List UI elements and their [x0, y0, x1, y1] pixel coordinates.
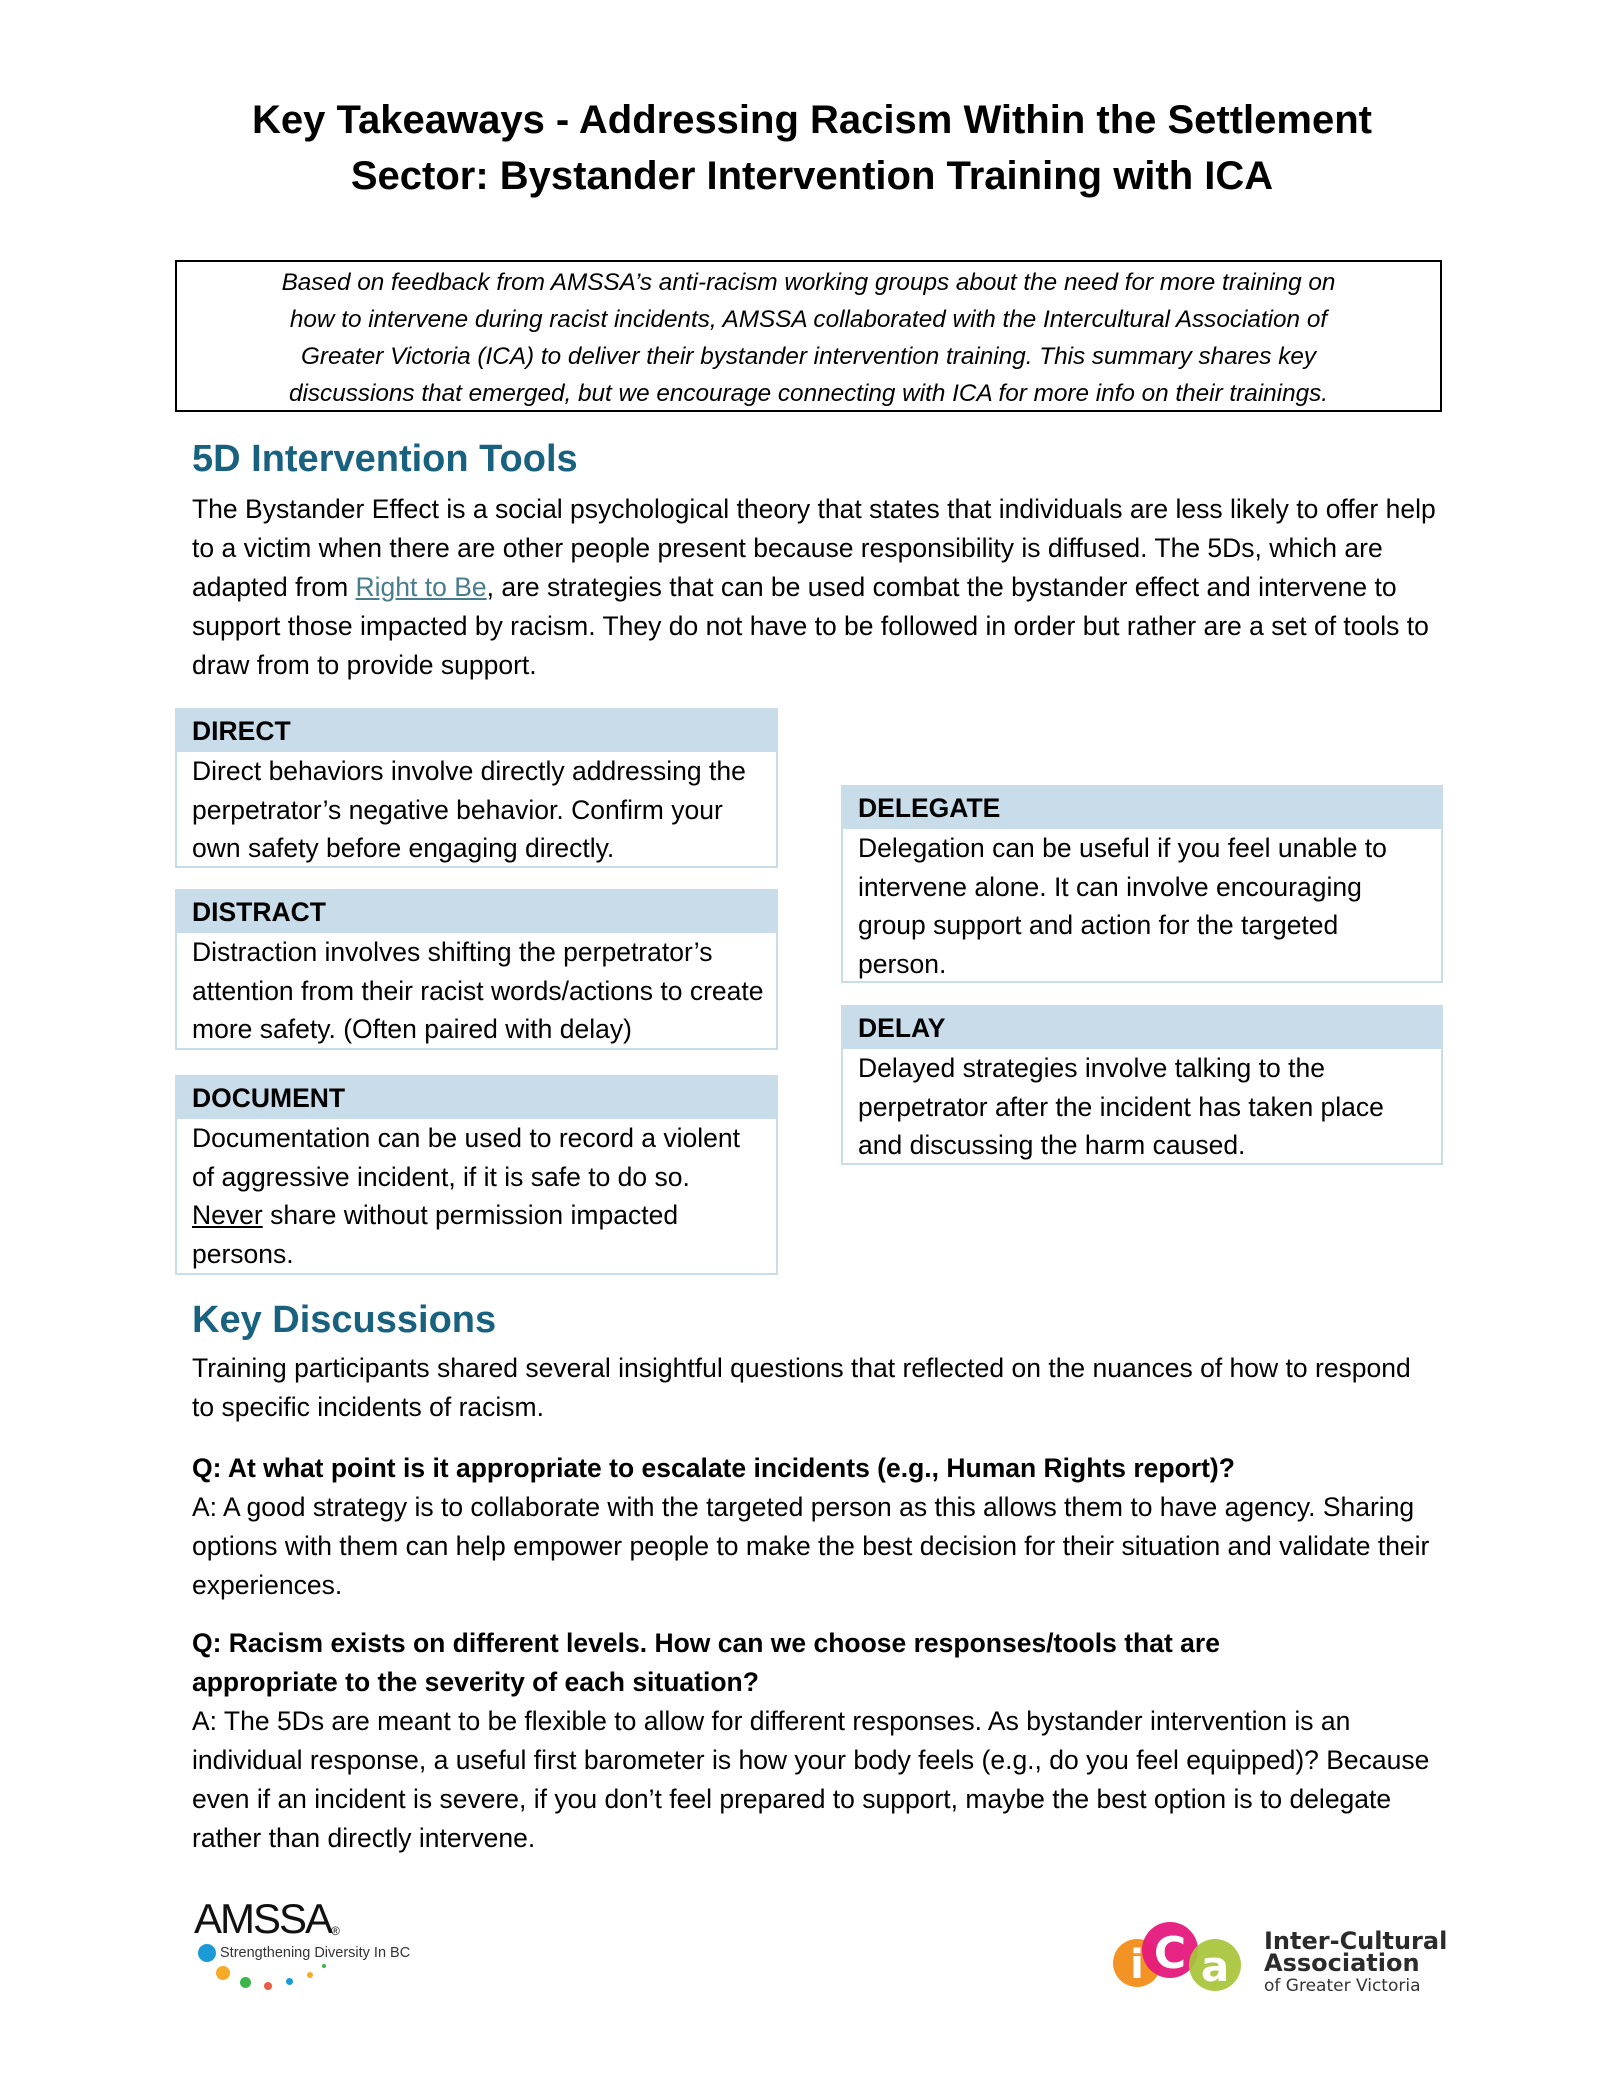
card-body: Direct behaviors involve directly addressing the perpetrator’s negative behavior. Confirm your own safety before engaging directly.: [192, 756, 746, 863]
ica-name-line-1: Inter-Cultural: [1264, 1927, 1448, 1955]
card-direct: [175, 708, 778, 868]
card-body: Distraction involves shifting the perpetrator’s attention from their racist words/actions to create more safety. (Often paired with delay): [192, 937, 764, 1044]
answer: A: The 5Ds are meant to be flexible to allow for different responses. As bystander intervention is an individual response, a useful first barometer is how your body feels (e.g., do you feel equipped)? Because even if an incident is severe, if you don’t feel prepared to support, maybe the best option is to delegate rather than directly intervene.: [192, 1706, 1430, 1853]
card-body: Delayed strategies involve talking to the perpetrator after the incident has taken place and discussing the harm caused.: [858, 1053, 1384, 1160]
card-delay: [841, 1005, 1443, 1165]
discussions-intro: Training participants shared several insightful questions that reflected on the nuances of how to respond to specific incidents of racism.: [192, 1353, 1411, 1422]
amssa-dot-blue-icon: [198, 1944, 216, 1962]
paragraph-text: The Bystander Effect is a social psychological theory that states that individuals are less likely to offer help to a victim when there are other people present because responsibility is diffused. The 5Ds, which are adapted from: [192, 494, 1436, 602]
page-title-line-1: Key Takeaways - Addressing Racism Within the Settlement: [252, 98, 1372, 142]
amssa-dot-red-icon: [264, 1982, 272, 1990]
intro-line: Based on feedback from AMSSA’s anti-racism working groups about the need for more training on: [281, 269, 1336, 296]
section-heading-5d-tools: 5D Intervention Tools: [192, 438, 578, 480]
ica-letter-i: i: [1130, 1942, 1144, 1988]
amssa-dot-small-green-icon: [322, 1964, 326, 1968]
intro-summary-box: [175, 260, 1442, 412]
bystander-effect-paragraph: [192, 490, 1437, 685]
amssa-tagline: Strengthening Diversity In BC: [220, 1945, 411, 1961]
card-title: DIRECT: [177, 710, 776, 752]
qa-item-1: [192, 1449, 1442, 1605]
registered-mark: ®: [331, 1924, 340, 1938]
amssa-dot-small-orange-icon: [307, 1972, 313, 1978]
emphasis-never: Never: [192, 1200, 263, 1230]
amssa-logo: [186, 1895, 411, 1995]
ica-letter-a: a: [1200, 1942, 1230, 1991]
qa-item-2: [192, 1624, 1442, 1858]
question: Q: Racism exists on different levels. How can we choose responses/tools that are appropriate to the severity of each situation?: [192, 1628, 1220, 1697]
intro-line: Greater Victoria (ICA) to deliver their bystander intervention training. This summary shares key: [300, 343, 1317, 370]
amssa-dot-orange-icon: [216, 1966, 230, 1980]
answer: A: A good strategy is to collaborate with the targeted person as this allows them to have agency. Sharing options with them can help empower people to make the best decision for their situation and validate their experiences.: [192, 1492, 1430, 1600]
ica-circles-icon: [1112, 1920, 1252, 1995]
card-document: [175, 1075, 778, 1275]
amssa-name: AMSSA: [194, 1895, 332, 1942]
card-body: Delegation can be useful if you feel unable to intervene alone. It can involve encouraging group support and action for the targeted person.: [858, 833, 1387, 979]
amssa-dot-small-blue-icon: [286, 1978, 293, 1985]
question: Q: At what point is it appropriate to escalate incidents (e.g., Human Rights report)?: [192, 1453, 1235, 1483]
section-heading-key-discussions: Key Discussions: [192, 1299, 497, 1341]
ica-letter-c: C: [1153, 1928, 1187, 1979]
paragraph-text: , are strategies that can be used combat the bystander effect and intervene to support those impacted by racism. They do not have to be followed in order but rather are a set of tools to draw from to provide support.: [192, 572, 1429, 680]
page-title: [160, 92, 1464, 204]
page-title-line-2: Sector: Bystander Intervention Training with ICA: [350, 154, 1274, 198]
card-delegate: [841, 785, 1443, 983]
card-body-text: Documentation can be used to record a violent of aggressive incident, if it is safe to do so.: [192, 1123, 740, 1192]
ica-logo: [1112, 1920, 1448, 2000]
amssa-dot-green-icon: [240, 1977, 251, 1988]
card-distract: [175, 889, 778, 1050]
card-title: DOCUMENT: [177, 1077, 776, 1119]
card-title: DISTRACT: [177, 891, 776, 933]
ica-name-line-3: of Greater Victoria: [1264, 1976, 1421, 1996]
card-body: [177, 1119, 776, 1275]
card-title: DELEGATE: [843, 787, 1441, 829]
intro-line: how to intervene during racist incidents, AMSSA collaborated with the Intercultural Association of: [289, 306, 1328, 333]
right-to-be-link[interactable]: Right to Be: [355, 572, 487, 602]
ica-name-line-2: Association: [1264, 1949, 1420, 1977]
card-body-text: share without permission impacted persons.: [192, 1200, 679, 1269]
card-title: DELAY: [843, 1007, 1441, 1049]
intro-line: discussions that emerged, but we encourage connecting with ICA for more info on their trainings.: [288, 380, 1329, 407]
